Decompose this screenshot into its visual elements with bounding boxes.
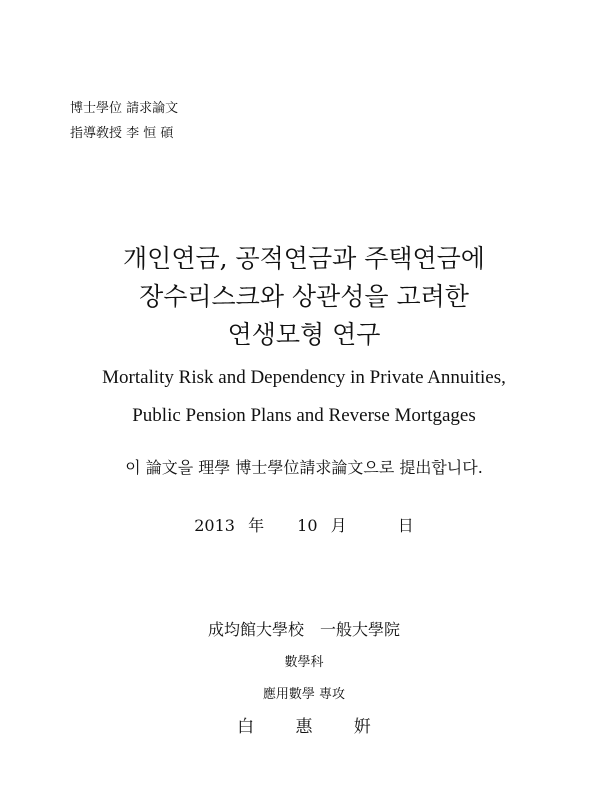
- english-title: [0, 359, 608, 435]
- author-char: 姸: [353, 717, 371, 737]
- date-year-unit: 年: [248, 516, 265, 535]
- date-month: 10: [297, 516, 318, 535]
- english-title-line: Mortality Risk and Dependency in Private Annuities,: [102, 367, 506, 388]
- school-name: 成均館大學校 一般大學院: [207, 620, 400, 639]
- korean-title-line: 장수리스크와 상관성을 고려한: [139, 282, 469, 311]
- english-title-line: Public Pension Plans and Reverse Mortgages: [132, 405, 476, 426]
- korean-title: [0, 240, 608, 354]
- department-name: 數學科: [284, 655, 324, 670]
- header-block: [70, 96, 178, 146]
- date-month-unit: 月: [330, 516, 347, 535]
- submission-statement: 이 論文을 理學 博士學位請求論文으로 提出합니다.: [125, 458, 483, 477]
- author-name: [0, 714, 608, 740]
- author-char: 白: [237, 717, 255, 737]
- major-name: 應用數學 專攻: [262, 687, 346, 702]
- korean-title-line: 연생모형 연구: [227, 320, 381, 349]
- advisor-label: 指導敎授 李 恒 碩: [70, 126, 174, 141]
- korean-title-line: 개인연금, 공적연금과 주택연금에: [123, 244, 485, 273]
- date-day-unit: 日: [397, 516, 414, 535]
- degree-label: 博士學位 請求論文: [70, 101, 179, 116]
- author-char: 惠: [295, 717, 313, 737]
- submission-date: [0, 514, 608, 538]
- date-year: 2013: [194, 516, 235, 535]
